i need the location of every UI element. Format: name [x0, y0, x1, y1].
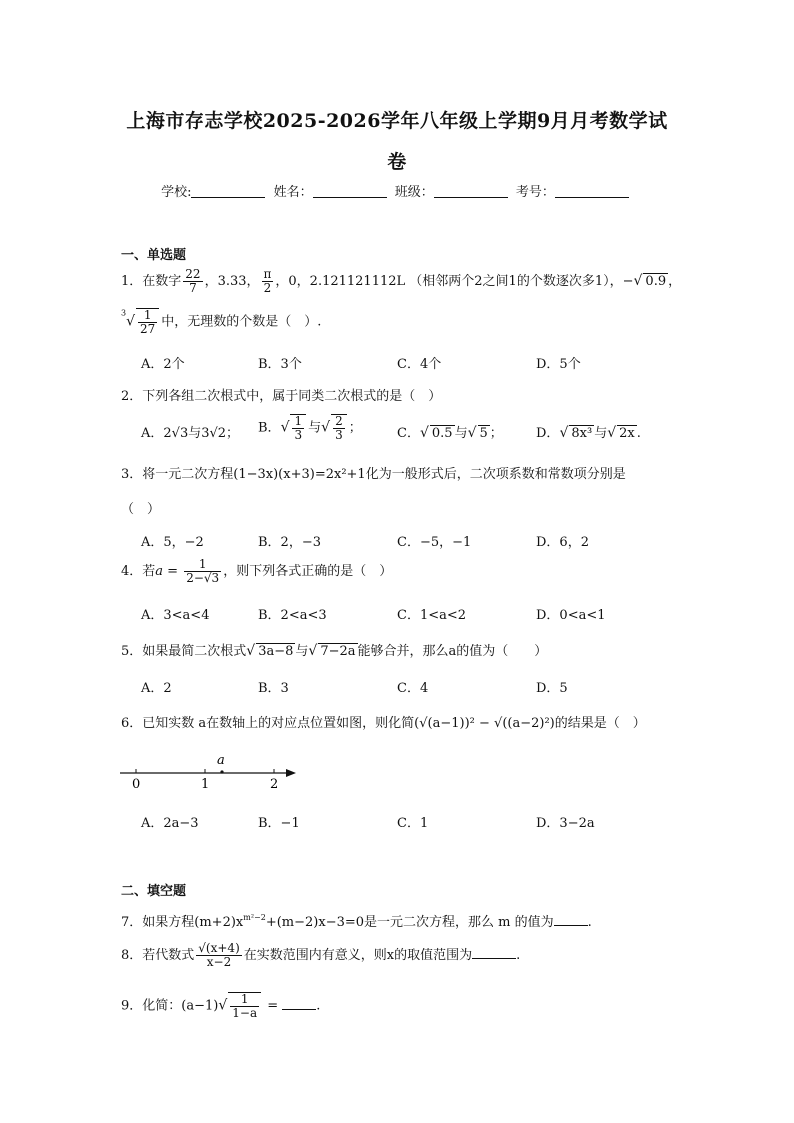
- q5-option-a[interactable]: A．2: [141, 681, 172, 696]
- question-3-paren: （ ）: [121, 502, 161, 517]
- q4-option-c[interactable]: C．1<a<2: [397, 608, 467, 623]
- q7-expr: (m+2)x: [194, 915, 244, 930]
- frac-num: π: [263, 267, 272, 281]
- frac-2-3: [331, 414, 347, 442]
- frac-den: 2−√3: [186, 571, 220, 585]
- q8-prefix: 8．若代数式: [121, 948, 195, 963]
- q6-option-b[interactable]: B．−1: [258, 816, 300, 831]
- q6-expr2: √((a−2)²): [494, 716, 555, 731]
- q6-option-a[interactable]: A．2a−3: [141, 816, 199, 831]
- question-2: 2．下列各组二次根式中，属于同类二次根式的是（ ）: [121, 389, 442, 404]
- q9-sqrt-fraction: [228, 992, 261, 1020]
- q8-end: .: [516, 948, 521, 963]
- q7-expr2: +(m−2)x−3=0: [265, 915, 365, 930]
- q2-option-d[interactable]: D．√ 8x³ 与√ 2x .: [536, 425, 641, 441]
- frac-den: 3: [335, 428, 343, 442]
- q6-prefix: 6．已知实数 a在数轴上的对应点位置如图，则化简: [121, 716, 415, 731]
- sqrt-5: 5: [479, 426, 488, 441]
- q2-option-b[interactable]: B．√ $\frac{1}{3}$ 与√ $\frac{2}{3}$ ；: [258, 414, 362, 442]
- sqrt-0-5: 0.5: [431, 426, 453, 441]
- equals: =: [263, 998, 283, 1014]
- q1-option-a[interactable]: A．2个: [141, 357, 185, 372]
- q7-prefix: 7．如果方程: [121, 915, 195, 930]
- tick-label-2: 2: [270, 777, 279, 792]
- q2-option-c[interactable]: C．√ 0.5 与√ 5 ；: [397, 425, 503, 441]
- school-label: 学校:: [161, 185, 192, 200]
- frac-num: 1: [138, 309, 157, 323]
- option-label: C．: [397, 426, 420, 441]
- separator: .: [636, 426, 641, 441]
- q4-option-b[interactable]: B．2<a<3: [258, 608, 327, 623]
- q7-answer-blank[interactable]: [554, 914, 588, 926]
- q1-cube-root-fraction: [136, 308, 159, 336]
- q3-option-c[interactable]: C．−5，−1: [397, 535, 472, 550]
- q7-exponent: m²−2: [243, 913, 266, 922]
- frac-num: √(x+4): [198, 941, 240, 955]
- connector: 与: [308, 420, 322, 436]
- q1-text: ，3.33，: [204, 274, 260, 289]
- option-label: B．: [258, 420, 281, 436]
- question-3: 3．将一元二次方程(1−3x)(x+3)=2x²+1化为一般形式后，二次项系数和常数项分别是: [121, 467, 626, 482]
- section-heading-fill-blank: 二、填空题: [121, 884, 187, 899]
- sqrt-2x: 2x: [619, 426, 635, 441]
- student-info-line: [0, 181, 794, 200]
- q4-option-a[interactable]: A．3<a<4: [141, 608, 210, 623]
- q1-tail: 中，无理数的个数是（ ）.: [161, 314, 322, 330]
- number-line-arrow: [286, 769, 296, 777]
- equals: =: [163, 564, 183, 579]
- sqrt-3a-8: 3a−8: [258, 644, 294, 659]
- q1-fraction-22-7: [183, 268, 202, 295]
- q4-fraction: [184, 558, 221, 585]
- minus: −: [474, 716, 495, 731]
- q1-text: ，: [668, 274, 682, 289]
- tick-label-1: 1: [201, 777, 210, 792]
- class-blank[interactable]: [434, 184, 508, 198]
- q1-sqrt-0-9: 0.9: [645, 274, 667, 289]
- frac-num: 1: [294, 414, 303, 428]
- q6-expr1: (√(a−1))²: [414, 716, 475, 731]
- q1-prefix: 1．在数字: [121, 274, 182, 289]
- sqrt-8x3: 8x³: [571, 426, 593, 441]
- school-blank[interactable]: [191, 184, 265, 198]
- question-5: 5．如果最简二次根式√ 3a−8 与√ 7−2a 能够合并，那么a的值为（ ）: [121, 643, 548, 659]
- question-7: [121, 911, 592, 930]
- page-title-line2: 卷: [387, 151, 407, 173]
- q6-option-d[interactable]: D．3−2a: [536, 816, 595, 831]
- number-label: 考号：: [515, 185, 555, 200]
- frac-den: x−2: [206, 955, 232, 969]
- q9-prefix: 9．化简：: [121, 998, 182, 1014]
- frac-1-3: [290, 414, 306, 442]
- q1-text: ，0，2.121121112L （相邻两个2之间1的个数逐次多1），−: [275, 274, 634, 289]
- cube-root-index: 3: [121, 308, 127, 318]
- connector: 与: [454, 426, 468, 441]
- q8-tail: 在实数范围内有意义，则x的取值范围为: [243, 948, 473, 963]
- point-a: [220, 770, 223, 773]
- question-6: [121, 712, 646, 731]
- connector: 与: [295, 644, 309, 659]
- q3-option-a[interactable]: A．5，−2: [141, 535, 204, 550]
- question-1-line2: $^3$√ $\frac{1}{27}$ 中，无理数的个数是（ ）.: [121, 308, 322, 336]
- sqrt-7-2a: 7−2a: [320, 644, 356, 659]
- frac-den: 7: [189, 281, 197, 295]
- connector: 与: [594, 426, 608, 441]
- question-4: [121, 558, 392, 585]
- name-blank[interactable]: [313, 184, 387, 198]
- frac-num: 1: [230, 993, 259, 1007]
- q8-fraction: [196, 942, 241, 969]
- frac-num: 1: [184, 558, 221, 572]
- q5-option-d[interactable]: D．5: [536, 681, 568, 696]
- tick-label-0: 0: [132, 777, 141, 792]
- option-label: D．: [536, 426, 560, 441]
- number-line-figure: [118, 752, 303, 792]
- separator: ；: [348, 420, 362, 436]
- point-label-a: a: [217, 753, 225, 768]
- q9-end: .: [316, 998, 321, 1014]
- q7-end: .: [587, 915, 592, 930]
- q2-option-a[interactable]: A．2√3与3√2；: [141, 426, 240, 441]
- frac-num: 22: [185, 267, 201, 281]
- q1-option-b[interactable]: B．3个: [258, 357, 302, 372]
- q6-tail: 的结果是（ ）: [554, 716, 646, 731]
- section-heading-single-choice: 一、单选题: [121, 248, 187, 263]
- q3-option-b[interactable]: B．2，−3: [258, 535, 321, 550]
- variable-a: a: [155, 564, 164, 579]
- frac-den: 2: [263, 281, 272, 295]
- q3-option-d[interactable]: D．6，2: [536, 535, 589, 550]
- q7-tail: 是一元二次方程，那么 m 的值为: [364, 915, 554, 930]
- q5-prefix: 5．如果最简二次根式: [121, 644, 247, 659]
- class-label: 班级：: [394, 185, 434, 200]
- question-9: 9．化简：(a−1)√ $\frac{1}{1-a}$ = .: [121, 992, 321, 1020]
- name-label: 姓名：: [273, 185, 313, 200]
- frac-num: 2: [335, 414, 343, 428]
- q5-option-c[interactable]: C．4: [397, 681, 429, 696]
- q4-option-d[interactable]: D．0<a<1: [536, 608, 606, 623]
- q1-option-d[interactable]: D．5个: [536, 357, 581, 372]
- question-8: [121, 942, 520, 969]
- q5-option-b[interactable]: B．3: [258, 681, 289, 696]
- q8-answer-blank[interactable]: [472, 947, 516, 959]
- number-blank[interactable]: [555, 184, 629, 198]
- q5-tail: 能够合并，那么a的值为（ ）: [357, 644, 548, 659]
- q1-fraction-pi-2: [262, 268, 274, 295]
- q9-answer-blank[interactable]: [282, 998, 316, 1010]
- frac-den: 27: [140, 322, 156, 336]
- frac-den: 1−a: [232, 1006, 258, 1020]
- q1-option-c[interactable]: C．4个: [397, 357, 442, 372]
- page-title: 上海市存志学校2025-2026学年八年级上学期9月月考数学试: [126, 110, 668, 132]
- q6-option-c[interactable]: C．1: [397, 816, 429, 831]
- separator: ；: [489, 426, 503, 441]
- frac-den: 3: [294, 428, 303, 442]
- q4-prefix: 4．若: [121, 564, 156, 579]
- q9-expr: (a−1): [181, 998, 219, 1014]
- question-1-line1: 1．在数字 $\frac{22}{7}$ ，3.33， $\frac{\pi}{2}$ ，0，2.121121112L （相邻两个2之间1的个数逐次多1），−√ 0.9 ，: [121, 267, 682, 295]
- q4-tail: ，则下列各式正确的是（ ）: [223, 564, 393, 579]
